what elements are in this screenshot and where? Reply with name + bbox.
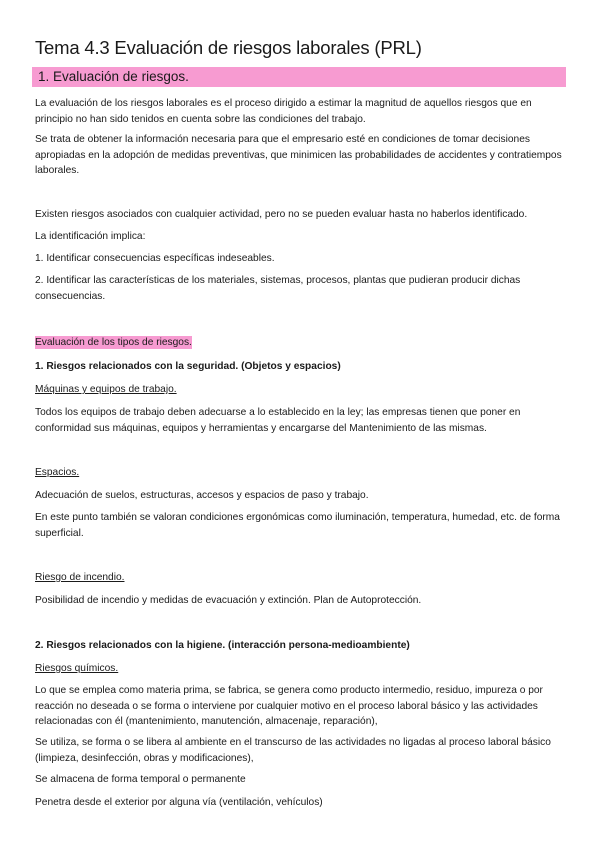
paragraph: La identificación implica: bbox=[35, 231, 146, 242]
page-title: Tema 4.3 Evaluación de riesgos laborales (PRL) bbox=[35, 37, 422, 58]
paragraph: La evaluación de los riesgos laborales es el proceso dirigido a estimar la magnitud de aquellos riesgos que en principio no han sido tenidos en cuenta sobre las condiciones del trabajo. bbox=[35, 98, 532, 125]
paragraph: Penetra desde el exterior por alguna vía (ventilación, vehículos) bbox=[35, 797, 323, 808]
subsection-heading: 2. Riesgos relacionados con la higiene. (interacción persona-medioambiente) bbox=[35, 640, 410, 651]
topic-title: Riesgo de incendio. bbox=[35, 572, 125, 583]
paragraph: Se almacena de forma temporal o permanente bbox=[35, 774, 246, 785]
section-heading: 1. Evaluación de riesgos. bbox=[38, 69, 189, 84]
paragraph: Posibilidad de incendio y medidas de evacuación y extinción. Plan de Autoprotección. bbox=[35, 595, 422, 606]
subsection-heading bbox=[35, 335, 565, 351]
list-item: 2. Identificar las características de los materiales, sistemas, procesos, plantas que pudieran producir dichas consecuencias. bbox=[35, 275, 521, 302]
topic-title: Espacios. bbox=[35, 467, 80, 478]
topic-title: Riesgos químicos. bbox=[35, 663, 119, 674]
paragraph: Se utiliza, se forma o se libera al ambiente en el transcurso de las actividades no ligadas al proceso laboral básico (limpieza, desinfección, obras y modificaciones), bbox=[35, 737, 551, 764]
paragraph: Adecuación de suelos, estructuras, accesos y espacios de paso y trabajo. bbox=[35, 490, 369, 501]
list-item: 1. Identificar consecuencias específicas indeseables. bbox=[35, 253, 275, 264]
paragraph: Lo que se emplea como materia prima, se fabrica, se genera como producto intermedio, residuo, impureza o por reacción no deseada o se forma o interviene por cualquier motivo en el proceso laboral básico y las actividades relacionadas con él (mantenimiento, manutención, almacenaje, reparación), bbox=[35, 685, 543, 727]
subsection-heading: 1. Riesgos relacionados con la seguridad. (Objetos y espacios) bbox=[35, 361, 341, 372]
topic-title: Máquinas y equipos de trabajo. bbox=[35, 384, 177, 395]
paragraph: En este punto también se valoran condiciones ergonómicas como iluminación, temperatura, humedad, etc. de forma superficial. bbox=[35, 512, 560, 539]
paragraph: Se trata de obtener la información necesaria para que el empresario esté en condiciones de tomar decisiones apropiadas en la adopción de medidas preventivas, que minimicen las probabilidades de accidentes y contratiempos laborales. bbox=[35, 134, 562, 176]
paragraph: Todos los equipos de trabajo deben adecuarse a lo establecido en la ley; las empresas tienen que poner en conformidad sus máquinas, equipos y herramientas y encargarse del Mantenimiento de las mismas. bbox=[35, 407, 521, 434]
highlighted-text: Evaluación de los tipos de riesgos. bbox=[35, 337, 192, 348]
paragraph: Existen riesgos asociados con cualquier actividad, pero no se pueden evaluar hasta no haberlos identificado. bbox=[35, 209, 528, 220]
